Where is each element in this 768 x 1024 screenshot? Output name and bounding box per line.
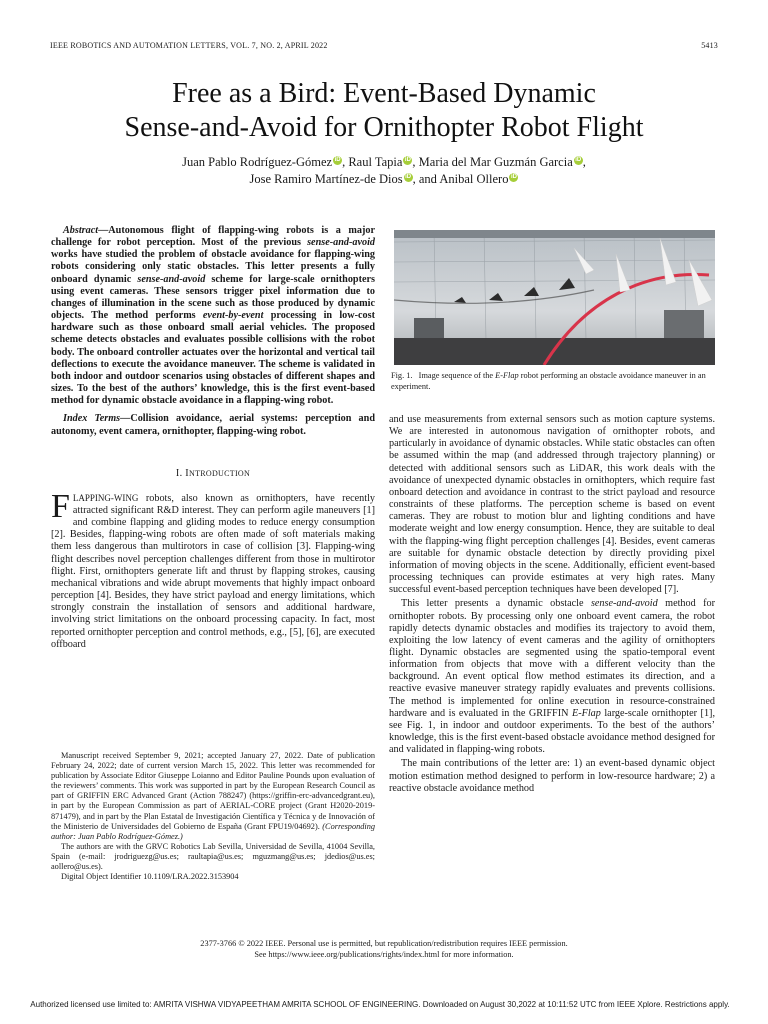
ornithopter-sequence-image bbox=[394, 230, 715, 365]
figure-1 bbox=[394, 230, 715, 365]
body-paragraph: and use measurements from external sensors such as motion capture systems. We are interested in autonomous navigation of ornithopter robots, and particularly in avoidance of dynamic obstacles. While static obstacles can often be assumed within the map (and addressed through trajectory planning) or detected with additional sensors such as LiDAR, this work deals with the avoidance of unexpected dynamic obstacles in ornithopters, which require fast onboard detection and avoidance in contrast to the strict payload and resource constraints of these platforms. The perception scheme is based on event cameras. They are robust to motion blur and lighting conditions and have moderate weight and low energy consumption. Hence, they are suitable to deal with the flapping-wing flight perception challenges [4]. Besides, event cameras are suitable for dynamic obstacle detection by directly providing pixel information of moving objects in the scene. Additionally, efficient event-based processing techniques can provide estimates at very high rates. Many successful event-based perception techniques have been developed [7]. bbox=[389, 414, 715, 596]
author-separator: , bbox=[342, 155, 349, 169]
introduction-paragraph bbox=[51, 487, 375, 651]
index-terms-text: —Collision avoidance, aerial systems: perception and autonomy, event camera, ornithopter, flapping-wing robot. bbox=[51, 413, 375, 437]
author-name: Jose Ramiro Martínez-de Dios bbox=[249, 172, 403, 186]
footnote-affiliation: The authors are with the GRVC Robotics Lab Sevilla, Universidad de Sevilla, 41004 Sevilla, Spain (e-mail: jrodriguezg@us.es; raultapia@us.es; mguzmang@us.es; jdedios@us.es; aollero@us.es). bbox=[51, 841, 375, 872]
index-terms-lead: Index Terms bbox=[63, 413, 121, 425]
author-name: Anibal Ollero bbox=[439, 172, 509, 186]
section-heading-introduction bbox=[51, 468, 375, 480]
introduction-text: robots, also known as ornithopters, have recently attracted significant R&D interest. They can perform agile maneuvers [1] and combine flapping and gliding modes to reduce energy consumption [2]. Besides, flapping-wing robots are often made of soft materials making them less dangerous than multirotors in case of collision [3]. Flapping-wing flight describes novel perception challenges different from those in multirotor flight. First, ornithopters generate lift and thrust by flapping strokes, causing mechanical vibrations and wide abrupt movements that highly impact onboard perception [4]. Besides, they have strict payload and energy limitations, which strongly constrain the installation of sensors and additional hardware, involving strict limitations on the onboard processing capacity. In fact, most reported ornithopter perception and control methods, e.g., [5], [6], are executed offboard bbox=[51, 492, 375, 650]
author-separator: , and bbox=[412, 172, 440, 186]
body-text: method for ornithopter robots. By processing only one onboard event camera, the robot rapidly detects dynamic obstacles and modifies its trajectory to avoid them, exploiting the low latency of event cameras and the agility of ornithopters flight. Dynamic obstacles are segmented using the spatio-temporal event information from objects that move with a different velocity than the background. An event optical flow method estimates its direction, and a reactive evasive maneuver strategy rapidly evaluates and prevents collisions. The method is implemented for online execution in resource-constrained hardware and is evaluated in the GRIFFIN bbox=[389, 598, 715, 719]
body-paragraph bbox=[389, 598, 715, 756]
author-name: Juan Pablo Rodríguez-Gómez bbox=[182, 155, 333, 169]
abstract-text: scheme for large-scale ornithopters using event cameras. These sensors trigger pixel information due to changes of illumination in the scene such as those produced by dynamic objects. The method performs bbox=[51, 273, 375, 322]
footnote-manuscript bbox=[51, 751, 375, 842]
body-paragraph: The main contributions of the letter are: 1) an event-based dynamic object motion estimation method designed to perform in low-resource hardware; 2) a reactive obstacle avoidance method bbox=[389, 758, 715, 794]
section-number: I. bbox=[175, 467, 186, 479]
abstract-emphasis: sense-and-avoid bbox=[307, 237, 375, 249]
copyright-notice bbox=[100, 938, 668, 960]
page-number: 5413 bbox=[701, 41, 718, 50]
body-emphasis: sense-and-avoid bbox=[590, 598, 658, 610]
abstract-lead: Abstract bbox=[63, 225, 99, 236]
orcid-icon[interactable]: iD bbox=[575, 156, 582, 163]
orcid-icon[interactable]: iD bbox=[510, 173, 517, 180]
caption-emphasis: E-Flap bbox=[495, 371, 519, 380]
abstract-text: Autonomous flight of flapping-wing robots is a major challenge for robot perception. Most of the previous bbox=[51, 225, 375, 249]
author-list: Juan Pablo Rodríguez-Gómez iD , Raul Tapia iD , Maria del Mar Guzmán Garcia iD , Jose Ramiro Martínez-de Dios iD , and Anibal Ollero iD bbox=[182, 155, 586, 186]
copyright-line: 2377-3766 © 2022 IEEE. Personal use is permitted, but republication/redistribution requires IEEE permission. bbox=[200, 939, 568, 948]
left-column bbox=[51, 225, 375, 651]
footnote bbox=[51, 751, 375, 882]
section-heading-initial: I bbox=[185, 467, 189, 479]
equipment bbox=[664, 310, 704, 338]
journal-header: IEEE ROBOTICS AND AUTOMATION LETTERS, VOL. 7, NO. 2, APRIL 2022 bbox=[50, 41, 328, 50]
body-text: This letter presents a dynamic obstacle bbox=[401, 598, 591, 610]
equipment bbox=[414, 318, 444, 338]
author-name: Raul Tapia bbox=[348, 155, 403, 169]
body-text: large-scale ornithopter [1], see Fig. 1, in indoor and outdoor experiments. To the best of the authors’ knowledge, this is the first event-based obstacle avoidance method designed for and validated in flapping-wing robots. bbox=[389, 707, 715, 756]
body-emphasis: E-Flap bbox=[571, 707, 601, 719]
abstract-text: works have studied the problem of obstacle avoidance for flapping-wing robots considering only static obstacles. This letter presents a fully onboard dynamic bbox=[51, 249, 375, 285]
right-column bbox=[389, 414, 715, 797]
orcid-icon[interactable]: iD bbox=[404, 156, 411, 163]
abstract-text: processing in low-cost hardware such as those onboard small aerial vehicles. The proposed scheme detects obstacles and evaluates possible collisions with the robot body. The onboard controller actuates over the horizontal and vertical tail deflections to execute the avoidance maneuver. The scheme is validated in both indoor and outdoor scenarios using obstacles of different shapes and sizes. To the best of the authors’ knowledge, this is the first event-based method for dynamic obstacle avoidance in a flapping-wing robot. bbox=[51, 310, 375, 407]
paper-title bbox=[40, 77, 728, 145]
section-heading-rest: NTRODUCTION bbox=[189, 468, 251, 478]
download-notice: Authorized licensed use limited to: AMRITA VISHWA VIDYAPEETHAM AMRITA SCHOOL OF ENGINEERING. Downloaded on August 30,2022 at 10:11:52 UTC from IEEE Xplore. Restrictions apply. bbox=[30, 1000, 730, 1009]
caption-text: Image sequence of the bbox=[412, 371, 496, 380]
caption-text: robot performing an obstacle avoidance maneuver in an experiment. bbox=[391, 371, 706, 391]
title-line-2: Sense-and-Avoid for Ornithopter Robot Flight bbox=[124, 112, 644, 143]
orcid-icon[interactable]: iD bbox=[334, 156, 341, 163]
drop-cap: F bbox=[51, 487, 70, 525]
figure-caption bbox=[391, 371, 715, 392]
caption-label: Fig. 1. bbox=[391, 371, 413, 380]
corresponding-author: (Corresponding author: Juan Pablo Rodríguez-Gómez.) bbox=[51, 821, 375, 841]
author-separator: , bbox=[412, 155, 419, 169]
abstract-dash: — bbox=[98, 225, 109, 236]
author-name: Maria del Mar Guzmán Garcia bbox=[418, 155, 573, 169]
index-terms bbox=[51, 413, 375, 437]
ceiling bbox=[394, 230, 715, 238]
abstract bbox=[51, 225, 375, 407]
title-line-1: Free as a Bird: Event-Based Dynamic bbox=[172, 78, 596, 109]
orcid-icon[interactable]: iD bbox=[405, 173, 412, 180]
lead-smallcaps: LAPPING-WING bbox=[72, 492, 139, 503]
abstract-emphasis: sense-and-avoid bbox=[137, 273, 206, 285]
footnote-text: Manuscript received September 9, 2021; accepted January 27, 2022. Date of publication February 24, 2022; date of current version March 15, 2022. This letter was recommended for publication by Associate Editor Giuseppe Loianno and Editor Pauline Pounds upon evaluation of the reviewers’ comments. This work was supported in part by the European Research Council as part of GRIFFIN ERC Advanced Grant (Action 788247) (https://griffin-erc-advancedgrant.eu), in part by the European Commission as part of AERIAL-CORE project (Grant H2020-2019-871479), and in part by the Plan Estatal de Investigación Científica y Técnica y de Innovación of the Ministerio de Universidades del Gobierno de España (Grant FPU19/04692). bbox=[51, 751, 375, 831]
abstract-emphasis: event-by-event bbox=[202, 310, 264, 322]
copyright-link[interactable]: See https://www.ieee.org/publications/rights/index.html for more information. bbox=[254, 950, 514, 959]
footnote-doi: Digital Object Identifier 10.1109/LRA.2022.3153904 bbox=[61, 872, 239, 882]
